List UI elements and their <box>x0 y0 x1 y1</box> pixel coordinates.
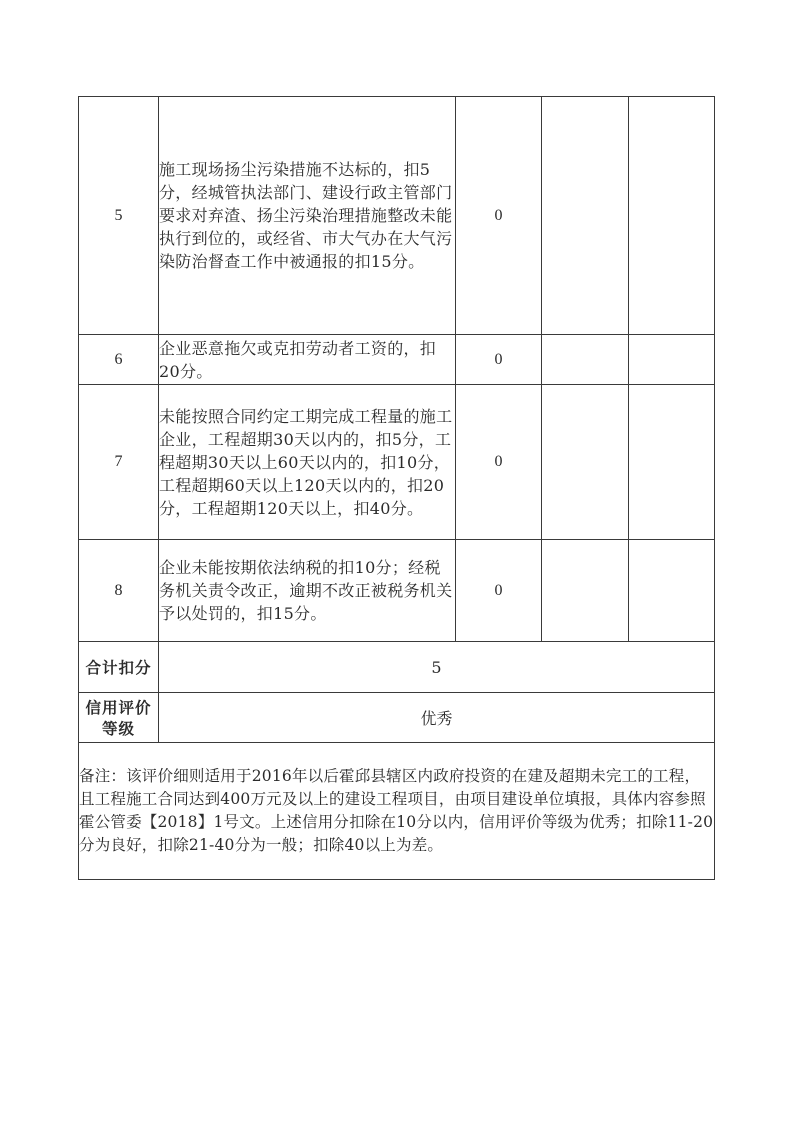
blank-cell <box>629 385 715 540</box>
table-row <box>79 335 715 385</box>
blank-cell <box>542 335 629 385</box>
row-description-text: 企业未能按期依法纳税的扣10分；经税务机关责令改正，逾期不改正被税务机关予以处罚的，扣15分。 <box>159 558 453 623</box>
credit-evaluation-table <box>78 96 715 880</box>
blank-cell <box>629 97 715 335</box>
table-row <box>79 385 715 540</box>
row-description <box>159 540 456 642</box>
row-number: 6 <box>79 335 159 385</box>
row-number: 5 <box>79 97 159 335</box>
row-description <box>159 385 456 540</box>
note-text: 备注：该评价细则适用于2016年以后霍邱县辖区内政府投资的在建及超期未完工的工程，且工程施工合同达到400万元及以上的建设工程项目，由项目建设单位填报，具体内容参照霍公管委【2018】1号文。上述信用分扣除在10分以内，信用评价等级为优秀；扣除11-20分为良好，扣除21-40分为一般；扣除40以上为差。 <box>79 743 715 880</box>
grade-value: 优秀 <box>159 693 715 743</box>
row-description <box>159 335 456 385</box>
total-row <box>79 642 715 693</box>
blank-cell <box>629 335 715 385</box>
blank-cell <box>629 540 715 642</box>
row-score: 0 <box>456 385 542 540</box>
grade-row <box>79 693 715 743</box>
note-row <box>79 743 715 880</box>
row-number: 7 <box>79 385 159 540</box>
row-score: 0 <box>456 335 542 385</box>
row-score: 0 <box>456 540 542 642</box>
total-value: 5 <box>159 642 715 693</box>
blank-cell <box>542 97 629 335</box>
row-description-text: 施工现场扬尘污染措施不达标的，扣5分，经城管执法部门、建设行政主管部门要求对弃渣、扬尘污染治理措施整改未能执行到位的，或经省、市大气办在大气污染防治督查工作中被通报的扣15分。 <box>159 160 453 271</box>
grade-label: 信用评价等级 <box>79 693 159 743</box>
table-row <box>79 540 715 642</box>
blank-cell <box>542 540 629 642</box>
row-description-text: 未能按照合同约定工期完成工程量的施工企业，工程超期30天以内的，扣5分，工程超期30天以上60天以内的，扣10分，工程超期60天以上120天以内的，扣20分，工程超期120天以上，扣40分。 <box>159 406 453 518</box>
table-row <box>79 97 715 335</box>
row-score: 0 <box>456 97 542 335</box>
row-description-text: 企业恶意拖欠或克扣劳动者工资的，扣20分。 <box>159 338 437 381</box>
blank-cell <box>542 385 629 540</box>
row-description <box>159 97 456 335</box>
row-number: 8 <box>79 540 159 642</box>
evaluation-sheet <box>78 96 714 880</box>
total-label: 合计扣分 <box>79 642 159 693</box>
